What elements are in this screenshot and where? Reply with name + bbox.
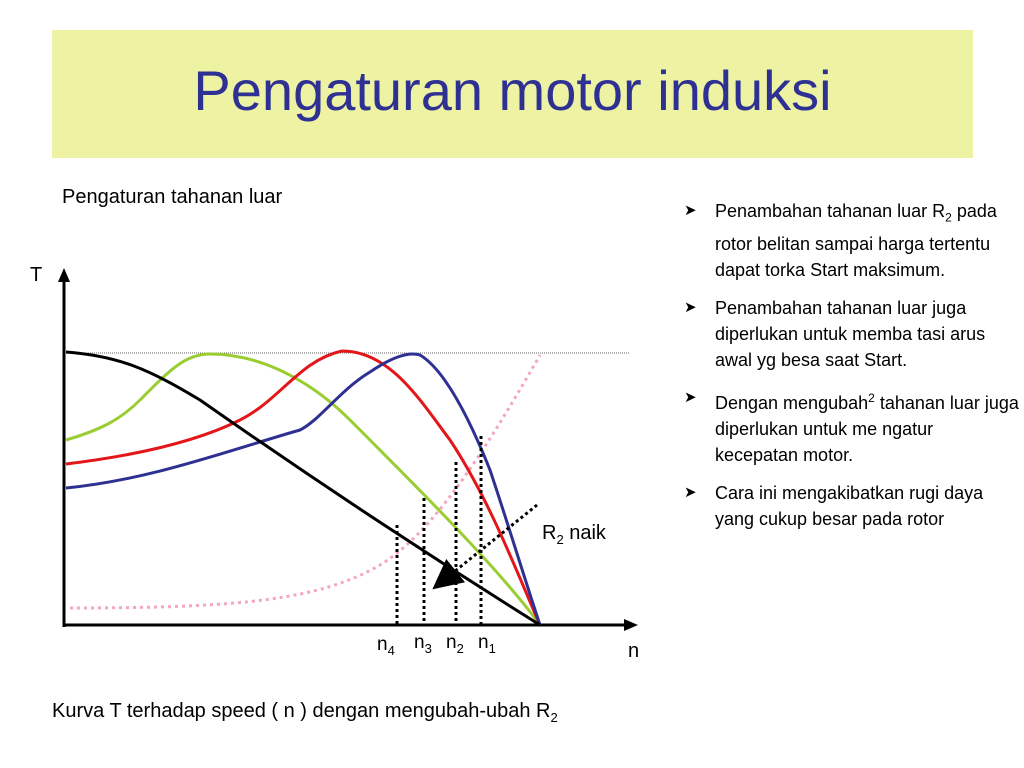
torque-curve-red bbox=[66, 351, 540, 625]
bullet-item: ➤ Dengan mengubah$^2$ tahanan luar juga diperlukan untuk me ngatur kecepatan motor. bbox=[680, 385, 1020, 468]
diagram-caption: Kurva T terhadap speed ( n ) dengan mengubah-ubah $R_2$ bbox=[52, 700, 558, 725]
diagram-subtitle: Pengaturan tahanan luar bbox=[62, 186, 283, 208]
speed-label-n3: $n_3$ bbox=[414, 632, 432, 656]
speed-label-n2: $n_2$ bbox=[446, 632, 464, 656]
bullet-item: ➤ Cara ini mengakibatkan rugi daya yang cukup besar pada rotor bbox=[680, 480, 1020, 532]
x-axis-arrow-icon bbox=[624, 619, 638, 631]
arrowhead-bullet-icon: ➤ bbox=[684, 202, 697, 219]
bullet-list bbox=[680, 198, 1020, 544]
bullet-item: ➤ Penambahan tahanan luar $R_2$ pada rotor belitan sampai harga tertentu dapat torka Start maksimum. bbox=[680, 198, 1020, 283]
bullet-item: ➤ Penambahan tahanan luar juga diperlukan untuk memba tasi arus awal yg besa saat Start. bbox=[680, 295, 1020, 373]
speed-label-n4: $n_4$ bbox=[377, 634, 395, 658]
arrowhead-bullet-icon: ➤ bbox=[684, 298, 697, 316]
arrowhead-bullet-icon: ➤ bbox=[684, 483, 697, 501]
x-axis-label: n bbox=[628, 640, 640, 662]
slide-title: Pengaturan motor induksi bbox=[193, 59, 832, 122]
load-torque-curve bbox=[70, 355, 540, 608]
torque-curve-green bbox=[66, 354, 540, 625]
arrowhead-bullet-icon: ➤ bbox=[684, 388, 697, 406]
y-axis-label: T bbox=[30, 264, 43, 286]
r2-increase-label: $R_2$ naik bbox=[542, 522, 606, 547]
load-line bbox=[66, 352, 540, 625]
speed-label-n1: $n_1$ bbox=[478, 632, 496, 656]
torque-curve-blue bbox=[66, 354, 540, 625]
y-axis-arrow-icon bbox=[58, 268, 70, 282]
